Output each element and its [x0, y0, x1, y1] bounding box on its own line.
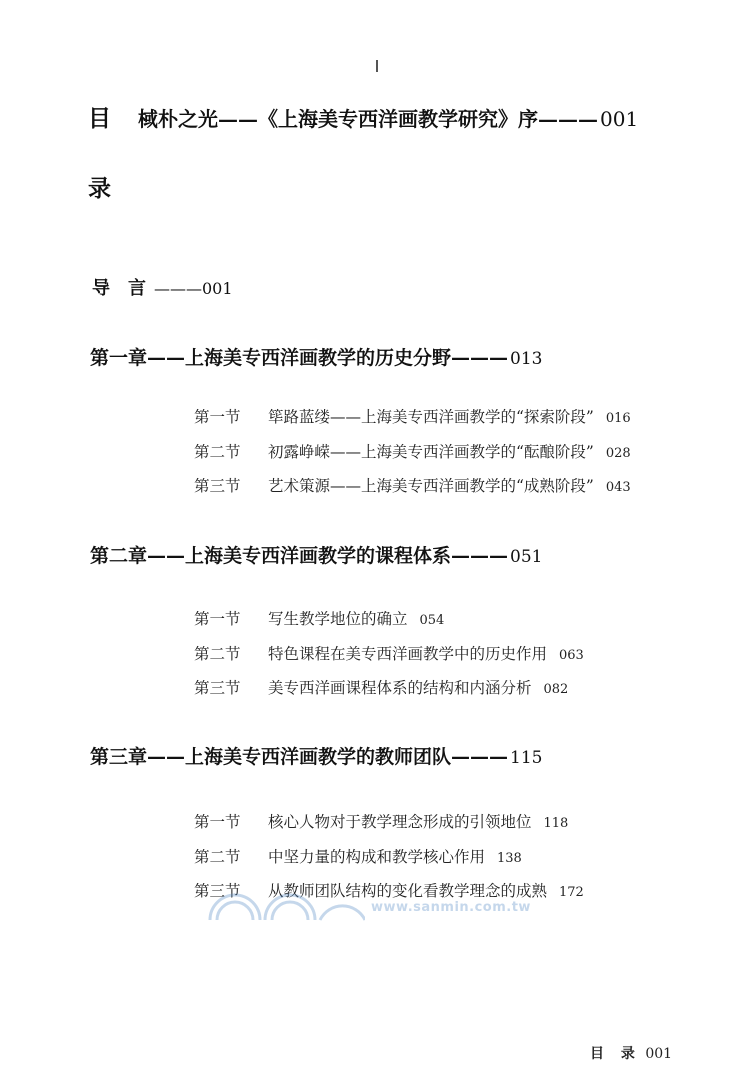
chapter-title: 第二章——上海美专西洋画教学的课程体系: [90, 545, 452, 567]
page-top-mark: [376, 60, 378, 72]
section-title: 特色课程在美专西洋画教学中的历史作用: [268, 645, 548, 663]
section-number: 第一节: [194, 408, 241, 426]
section-number: 第三节: [194, 477, 241, 495]
toc-entry-section[interactable]: [194, 474, 631, 496]
toc-entry-chapter-2[interactable]: [90, 541, 542, 568]
section-page: 054: [419, 613, 445, 628]
intro-title: 导 言: [92, 278, 146, 299]
toc-entry-section[interactable]: [194, 810, 568, 832]
toc-entry-intro[interactable]: [92, 274, 233, 300]
toc-heading-char-2: 录: [88, 176, 111, 202]
section-number: 第三节: [194, 882, 241, 900]
section-number: 第一节: [194, 610, 241, 628]
section-number: 第一节: [194, 813, 241, 831]
footer-page: 001: [645, 1046, 673, 1062]
preface-page: 001: [600, 107, 639, 131]
chapter-page: 051: [510, 547, 543, 567]
section-page: 138: [497, 851, 522, 866]
section-title: 初露峥嵘——上海美专西洋画教学的“酝酿阶段”: [268, 443, 594, 461]
section-page: 063: [559, 648, 584, 663]
intro-dash: ———: [154, 279, 202, 298]
toc-entry-section[interactable]: [194, 607, 444, 629]
chapter-dash: ———: [451, 746, 509, 768]
section-number: 第二节: [194, 645, 241, 663]
chapter-dash: ———: [451, 347, 509, 369]
toc-entry-section[interactable]: [194, 845, 522, 867]
toc-entry-section[interactable]: [194, 405, 631, 427]
section-page: 118: [543, 816, 569, 831]
sanmin-watermark: [205, 882, 565, 922]
chapter-page: 115: [510, 748, 543, 768]
section-title: 写生教学地位的确立: [268, 610, 408, 628]
section-number: 第三节: [194, 679, 241, 697]
footer-label: 目 录: [590, 1046, 641, 1062]
intro-page: 001: [202, 279, 233, 298]
section-page: 082: [543, 682, 569, 697]
section-number: 第二节: [194, 443, 241, 461]
toc-entry-preface[interactable]: [138, 103, 638, 132]
preface-dash: ———: [538, 107, 598, 131]
section-page: 043: [605, 480, 631, 495]
section-page: 016: [605, 411, 631, 426]
watermark-url: www.sanmin.com.tw: [371, 900, 531, 915]
toc-entry-chapter-3[interactable]: [90, 742, 542, 769]
section-number: 第二节: [194, 848, 241, 866]
page-footer: [590, 1043, 672, 1063]
section-title: 筚路蓝缕——上海美专西洋画教学的“探索阶段”: [268, 408, 594, 426]
watermark-logo-icon: [205, 882, 365, 922]
section-title: 艺术策源——上海美专西洋画教学的“成熟阶段”: [268, 477, 594, 495]
section-title: 美专西洋画课程体系的结构和内涵分析: [268, 679, 532, 697]
chapter-title: 第一章——上海美专西洋画教学的历史分野: [90, 347, 452, 369]
toc-heading-char-1: 目: [88, 106, 111, 132]
preface-title: 棫朴之光——《上海美专西洋画教学研究》序: [138, 107, 538, 131]
section-page: 028: [605, 446, 631, 461]
section-title: 从教师团队结构的变化看教学理念的成熟: [268, 882, 548, 900]
section-title: 中坚力量的构成和教学核心作用: [268, 848, 486, 866]
chapter-page: 013: [510, 349, 543, 369]
toc-entry-section[interactable]: [194, 676, 568, 698]
toc-entry-section[interactable]: [194, 440, 631, 462]
toc-entry-section[interactable]: [194, 642, 584, 664]
section-title: 核心人物对于教学理念形成的引领地位: [268, 813, 532, 831]
toc-entry-chapter-1[interactable]: [90, 343, 542, 370]
chapter-title: 第三章——上海美专西洋画教学的教师团队: [90, 746, 452, 768]
section-page: 172: [559, 885, 584, 900]
chapter-dash: ———: [451, 545, 509, 567]
